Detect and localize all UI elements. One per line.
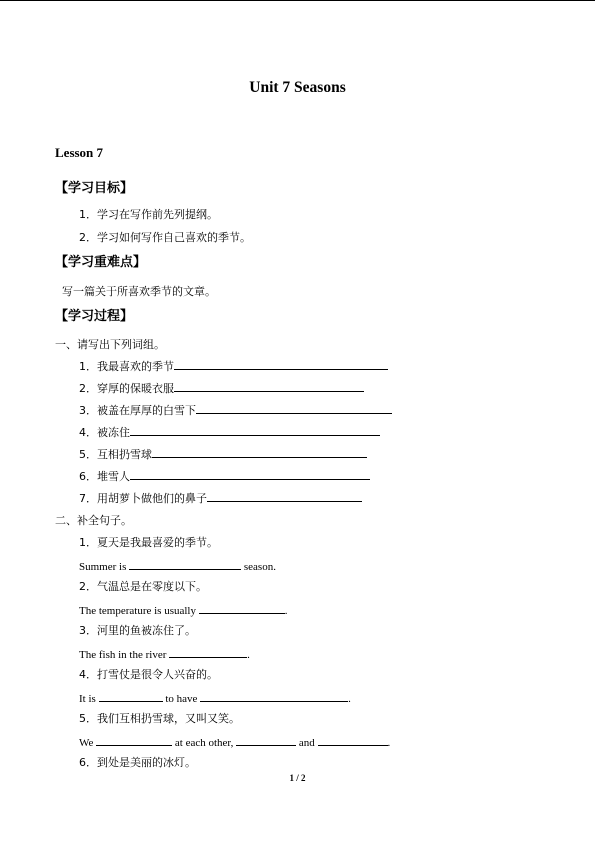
answer-blank[interactable] bbox=[130, 467, 370, 480]
objective-item: 1．学习在写作前先列提纲。 bbox=[79, 208, 218, 221]
answer-blank[interactable] bbox=[129, 557, 241, 570]
answer-blank[interactable] bbox=[199, 601, 285, 614]
lesson-heading: Lesson 7 bbox=[55, 145, 104, 160]
sentence-text: to have bbox=[165, 693, 198, 705]
sentence-text: . bbox=[387, 737, 391, 749]
section-heading-objectives: 【学习目标】 bbox=[55, 181, 134, 196]
sentence-chinese: 2．气温总是在零度以下。 bbox=[79, 580, 207, 593]
sentence-text: We bbox=[79, 737, 94, 749]
answer-blank[interactable] bbox=[207, 489, 362, 502]
sentence-english bbox=[79, 601, 288, 617]
answer-blank[interactable] bbox=[174, 379, 364, 392]
phrase-item bbox=[79, 357, 388, 374]
sentence-text: . bbox=[284, 605, 288, 617]
part2-heading: 二、补全句子。 bbox=[55, 514, 132, 527]
answer-blank[interactable] bbox=[200, 689, 348, 702]
phrase-item bbox=[79, 445, 367, 462]
phrase-text: 6．堆雪人 bbox=[79, 470, 130, 483]
sentence-english bbox=[79, 645, 250, 661]
sentence-english bbox=[79, 689, 351, 705]
phrase-text: 2．穿厚的保暖衣服 bbox=[79, 382, 174, 395]
answer-blank[interactable] bbox=[169, 645, 247, 658]
sentence-text: . bbox=[348, 693, 351, 705]
sentence-chinese: 3．河里的鱼被冻住了。 bbox=[79, 624, 196, 637]
sentence-chinese: 1．夏天是我最喜爱的季节。 bbox=[79, 536, 218, 549]
answer-blank[interactable] bbox=[174, 357, 388, 370]
part1-heading: 一、请写出下列词组。 bbox=[55, 338, 165, 351]
sentence-text: The fish in the river bbox=[79, 649, 167, 661]
phrase-text: 7．用胡萝卜做他们的鼻子 bbox=[79, 492, 207, 505]
phrase-text: 5．互相扔雪球 bbox=[79, 448, 152, 461]
answer-blank[interactable] bbox=[130, 423, 380, 436]
sentence-text: at each other, bbox=[174, 737, 234, 749]
phrase-item bbox=[79, 379, 364, 396]
phrase-text: 3．被盖在厚厚的白雪下 bbox=[79, 404, 196, 417]
sentence-text: It is bbox=[79, 693, 96, 705]
phrase-item bbox=[79, 401, 392, 418]
sentence-chinese: 6．到处是美丽的冰灯。 bbox=[79, 756, 196, 769]
sentence-text: The temperature is usually bbox=[79, 605, 196, 617]
sentence-chinese: 4．打雪仗是很令人兴奋的。 bbox=[79, 668, 218, 681]
phrase-text: 4．被冻住 bbox=[79, 426, 130, 439]
section-heading-process: 【学习过程】 bbox=[55, 309, 134, 324]
sentence-text: . bbox=[247, 649, 250, 661]
key-point-text: 写一篇关于所喜欢季节的文章。 bbox=[62, 285, 216, 298]
phrase-item bbox=[79, 423, 380, 440]
answer-blank[interactable] bbox=[196, 401, 392, 414]
sentence-english bbox=[79, 557, 276, 573]
sentence-text: season. bbox=[243, 561, 276, 573]
top-border-line bbox=[0, 0, 595, 1]
page-number: 1 / 2 bbox=[289, 773, 306, 783]
sentence-english bbox=[79, 733, 390, 749]
answer-blank[interactable] bbox=[236, 733, 296, 746]
phrase-item bbox=[79, 467, 370, 484]
sentence-text: Summer is bbox=[79, 561, 127, 573]
answer-blank[interactable] bbox=[152, 445, 367, 458]
answer-blank[interactable] bbox=[99, 689, 163, 702]
phrase-text: 1．我最喜欢的季节 bbox=[79, 360, 174, 373]
objective-item: 2．学习如何写作自己喜欢的季节。 bbox=[79, 231, 251, 244]
phrase-item bbox=[79, 489, 362, 506]
section-heading-key-points: 【学习重难点】 bbox=[55, 255, 147, 270]
sentence-chinese: 5．我们互相扔雪球，又叫又笑。 bbox=[79, 712, 240, 725]
document-title: Unit 7 Seasons bbox=[249, 79, 346, 96]
answer-blank[interactable] bbox=[318, 733, 388, 746]
answer-blank[interactable] bbox=[96, 733, 172, 746]
sentence-text: and bbox=[298, 737, 315, 749]
